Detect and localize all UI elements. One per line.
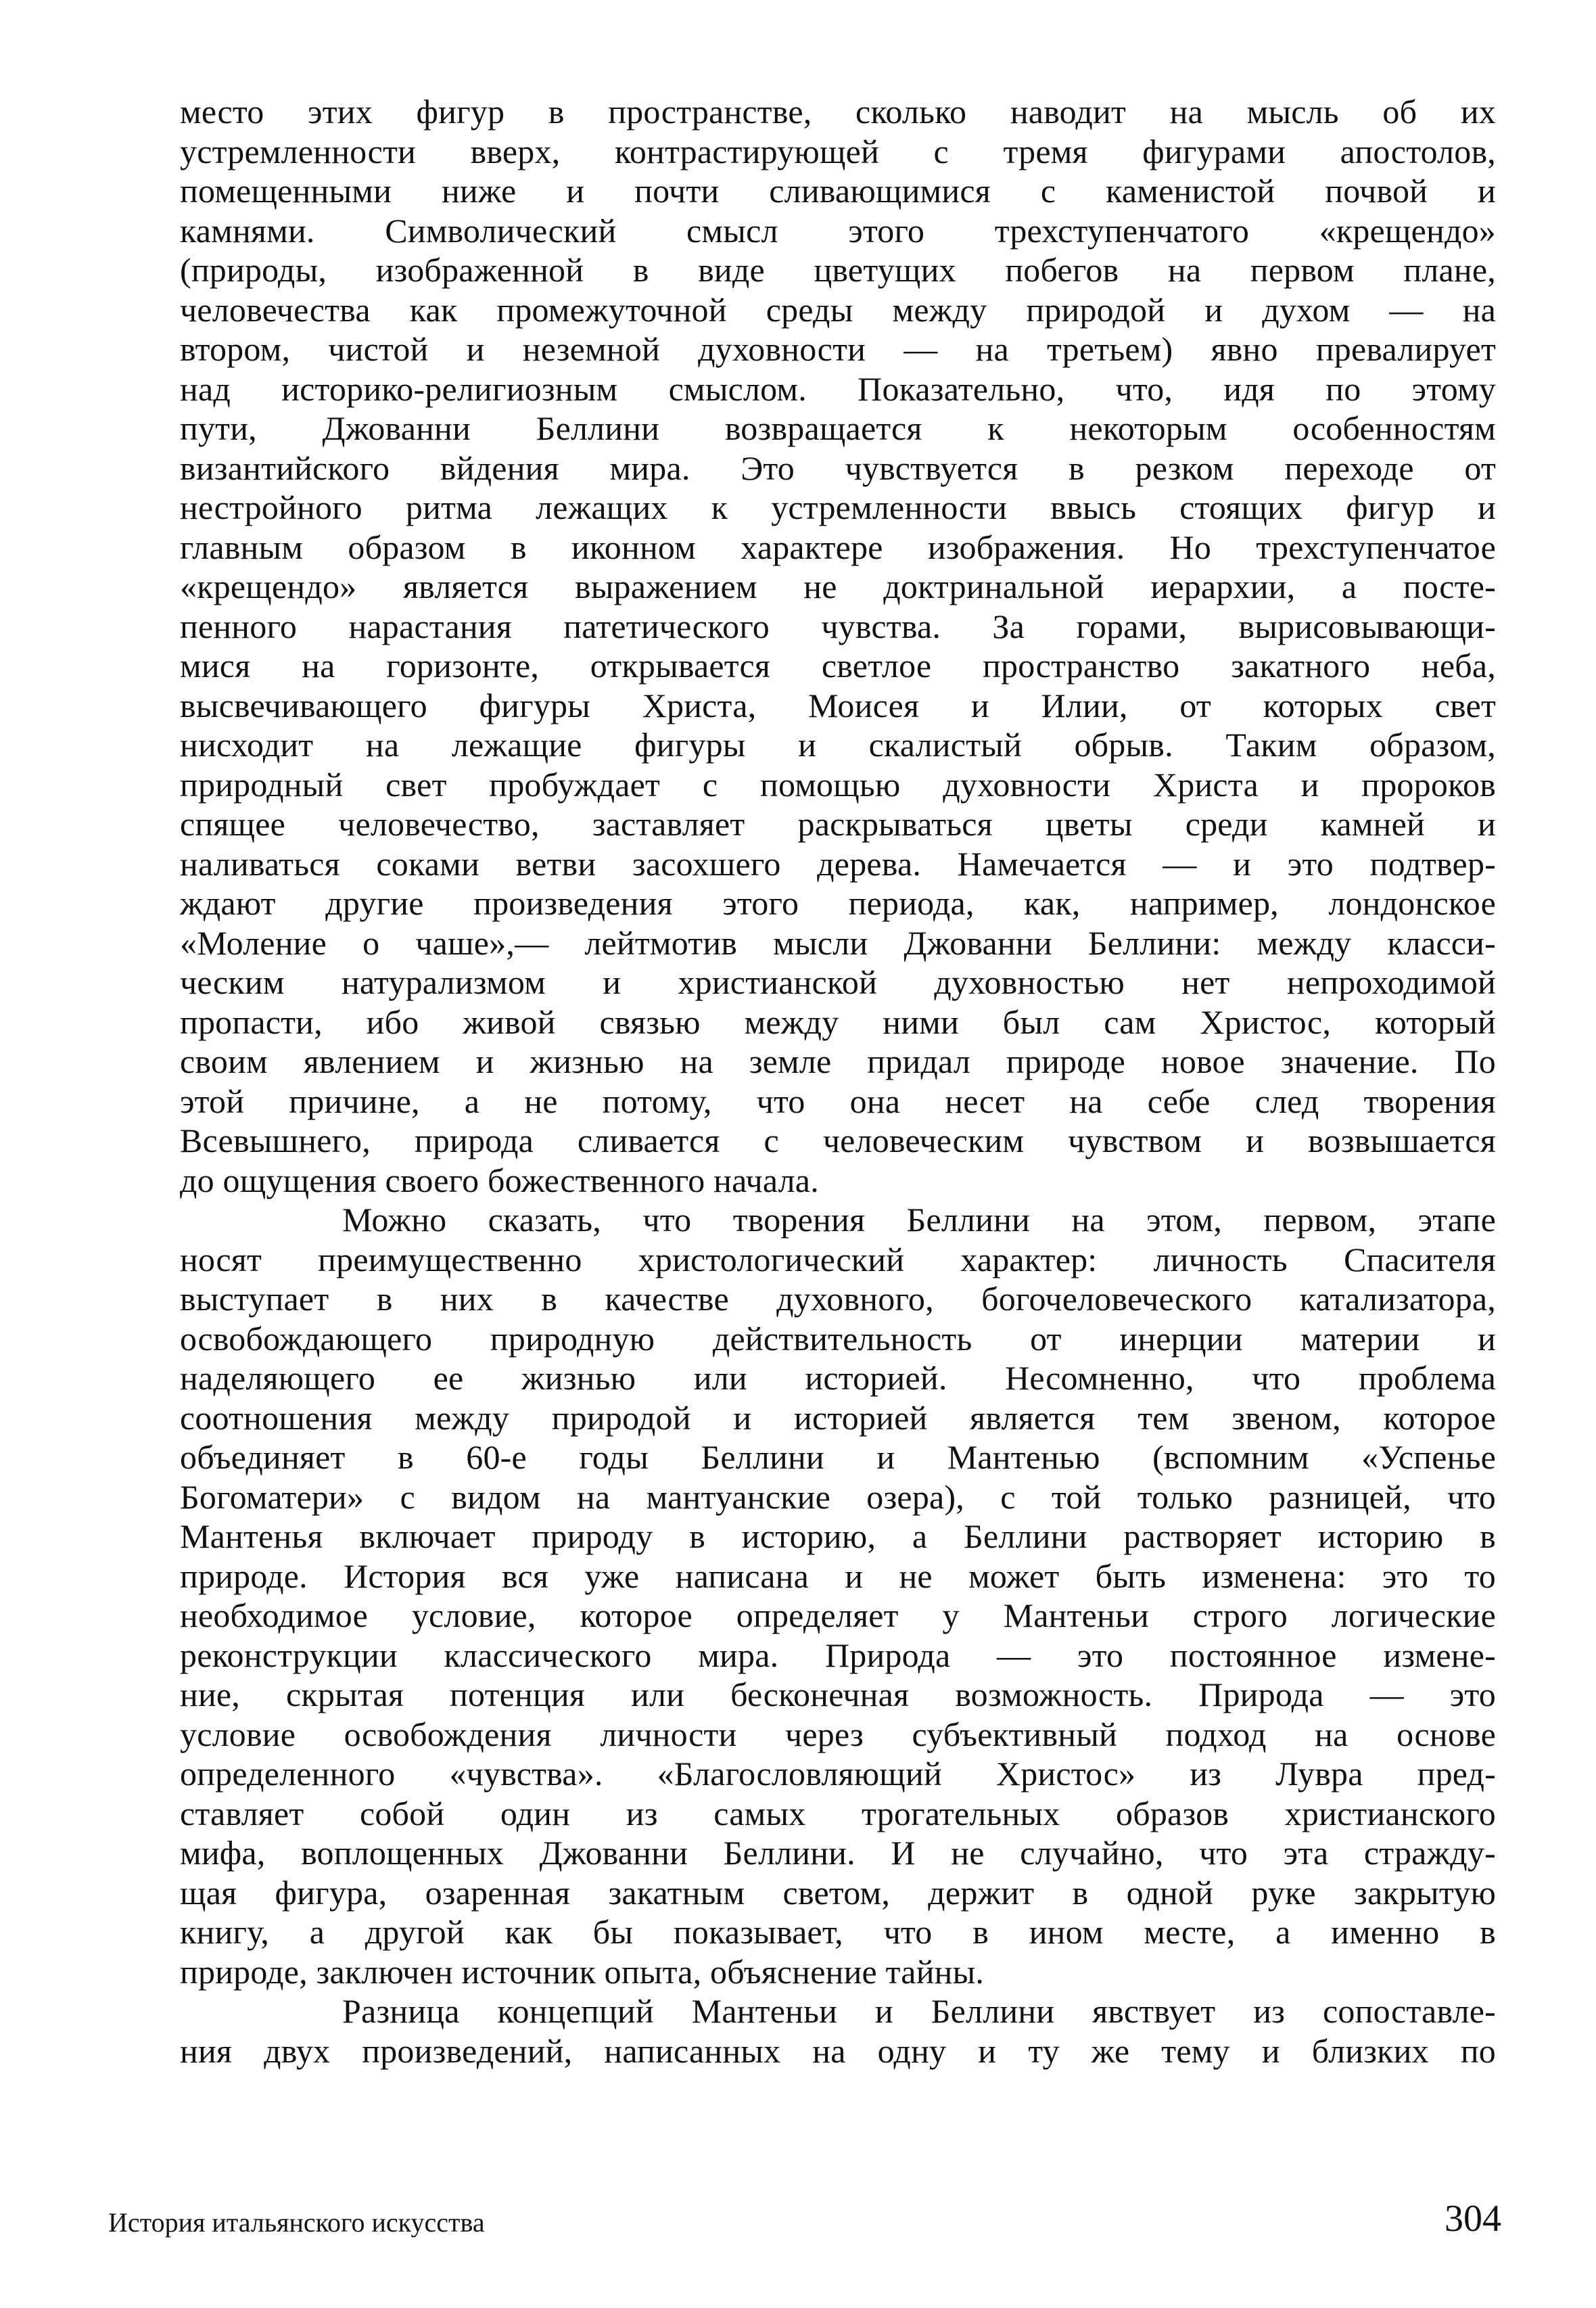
text-line: нестройного ритма лежащих к устремленности ввысь стоящих фигур и xyxy=(180,488,1496,526)
text-line: втором, чистой и неземной духовности — на третьем) явно превалирует xyxy=(180,330,1496,368)
text-line: спящее человечество, заставляет раскрываться цветы среди камней и xyxy=(180,805,1496,843)
paragraph-end-line: природе, заключен источник опыта, объяснение тайны. xyxy=(180,1952,985,1991)
text-line: «Моление о чаше»,— лейтмотив мысли Джованни Беллини: между класси- xyxy=(180,923,1496,962)
text-line: выступает в них в качестве духовного, богочеловеческого катализатора, xyxy=(180,1280,1496,1318)
text-line: Мантенья включает природу в историю, а Беллини растворяет историю в xyxy=(180,1517,1496,1555)
text-line: византийского вйдения мира. Это чувствуется в резком переходе от xyxy=(180,448,1496,487)
text-line: условие освобождения личности через субъективный подход на основе xyxy=(180,1715,1496,1753)
text-line: помещенными ниже и почти сливающимися с каменистой почвой и xyxy=(180,172,1496,210)
text-line: книгу, а другой как бы показывает, что в ином месте, а именно в xyxy=(180,1913,1496,1951)
text-line: соотношения между природой и историей является тем звеном, которое xyxy=(180,1398,1496,1437)
text-line: место этих фигур в пространстве, сколько наводит на мысль об их xyxy=(180,93,1496,131)
body-text xyxy=(180,92,1496,2071)
text-line: устремленности вверх, контрастирующей с тремя фигурами апостолов, xyxy=(180,132,1496,170)
text-line: реконструкции классического мира. Природа — это постоянное измене- xyxy=(180,1636,1496,1674)
text-line: Всевышнего, природа сливается с человеческим чувством и возвышается xyxy=(180,1122,1496,1159)
text-line: этой причине, а не потому, что она несет на себе след творения xyxy=(180,1082,1496,1120)
text-line: ждают другие произведения этого периода, как, например, лондонское xyxy=(180,884,1496,922)
text-line: нисходит на лежащие фигуры и скалистый обрыв. Таким образом, xyxy=(180,726,1496,764)
paragraph-start-line: Можно сказать, что творения Беллини на этом, первом, этапе xyxy=(342,1201,1496,1239)
text-line: ние, скрытая потенция или бесконечная возможность. Природа — это xyxy=(180,1676,1496,1713)
text-line: (природы, изображенной в виде цветущих побегов на первом плане, xyxy=(180,251,1496,289)
text-line: над историко-религиозным смыслом. Показательно, что, идя по этому xyxy=(180,369,1496,408)
text-line: человечества как промежуточной среды между природой и духом — на xyxy=(180,290,1496,329)
text-line: наделяющего ее жизнью или историей. Несомненно, что проблема xyxy=(180,1359,1496,1397)
paragraph-end-line: до ощущения своего божественного начала. xyxy=(180,1161,819,1199)
text-line: пенного нарастания патетического чувства. За горами, вырисовывающи- xyxy=(180,607,1496,645)
page-number: 304 xyxy=(1445,2198,1501,2240)
text-line: природный свет пробуждает с помощью духовности Христа и пророков xyxy=(180,765,1496,804)
text-line: объединяет в 60-е годы Беллини и Мантенью (вспомним «Успенье xyxy=(180,1438,1496,1476)
text-line: мифа, воплощенных Джованни Беллини. И не случайно, что эта стражду- xyxy=(180,1834,1496,1872)
text-line: природе. История вся уже написана и не может быть изменена: это то xyxy=(180,1556,1496,1595)
running-footer-title: История итальянского искусства xyxy=(108,2207,485,2238)
text-line: пропасти, ибо живой связью между ними был сам Христос, который xyxy=(180,1002,1496,1041)
text-line: ческим натурализмом и христианской духовностью нет непроходимой xyxy=(180,963,1496,1001)
text-line: носят преимущественно христологический характер: личность Спасителя xyxy=(180,1240,1496,1278)
text-line: ставляет собой один из самых трогательных образов христианского xyxy=(180,1794,1496,1832)
text-line: щая фигура, озаренная закатным светом, держит в одной руке закрытую xyxy=(180,1873,1496,1912)
text-line: мися на горизонте, открывается светлое пространство закатного неба, xyxy=(180,647,1496,685)
text-line: «крещендо» является выражением не доктринальной иерархии, а посте- xyxy=(180,568,1496,605)
text-line: освобождающего природную действительность от инерции материи и xyxy=(180,1319,1496,1358)
text-line: наливаться соками ветви засохшего дерева. Намечается — и это подтвер- xyxy=(180,844,1496,883)
text-line: своим явлением и жизнью на земле придал природе новое значение. По xyxy=(180,1042,1496,1080)
text-line: ния двух произведений, написанных на одну и ту же тему и близких по xyxy=(180,2031,1496,2070)
paragraph-start-line: Разница концепций Мантеньи и Беллини явствует из сопоставле- xyxy=(342,1992,1496,2030)
text-line: Богоматери» с видом на мантуанские озера), с той только разницей, что xyxy=(180,1477,1496,1516)
text-line: высвечивающего фигуры Христа, Моисея и Илии, от которых свет xyxy=(180,686,1496,724)
text-line: необходимое условие, которое определяет у Мантеньи строго логические xyxy=(180,1596,1496,1634)
text-line: определенного «чувства». «Благословляющий Христос» из Лувра пред- xyxy=(180,1755,1496,1793)
text-line: пути, Джованни Беллини возвращается к некоторым особенностям xyxy=(180,409,1496,447)
text-line: главным образом в иконном характере изображения. Но трехступенчатое xyxy=(180,528,1496,566)
text-line: камнями. Символический смысл этого трехступенчатого «крещендо» xyxy=(180,211,1496,250)
